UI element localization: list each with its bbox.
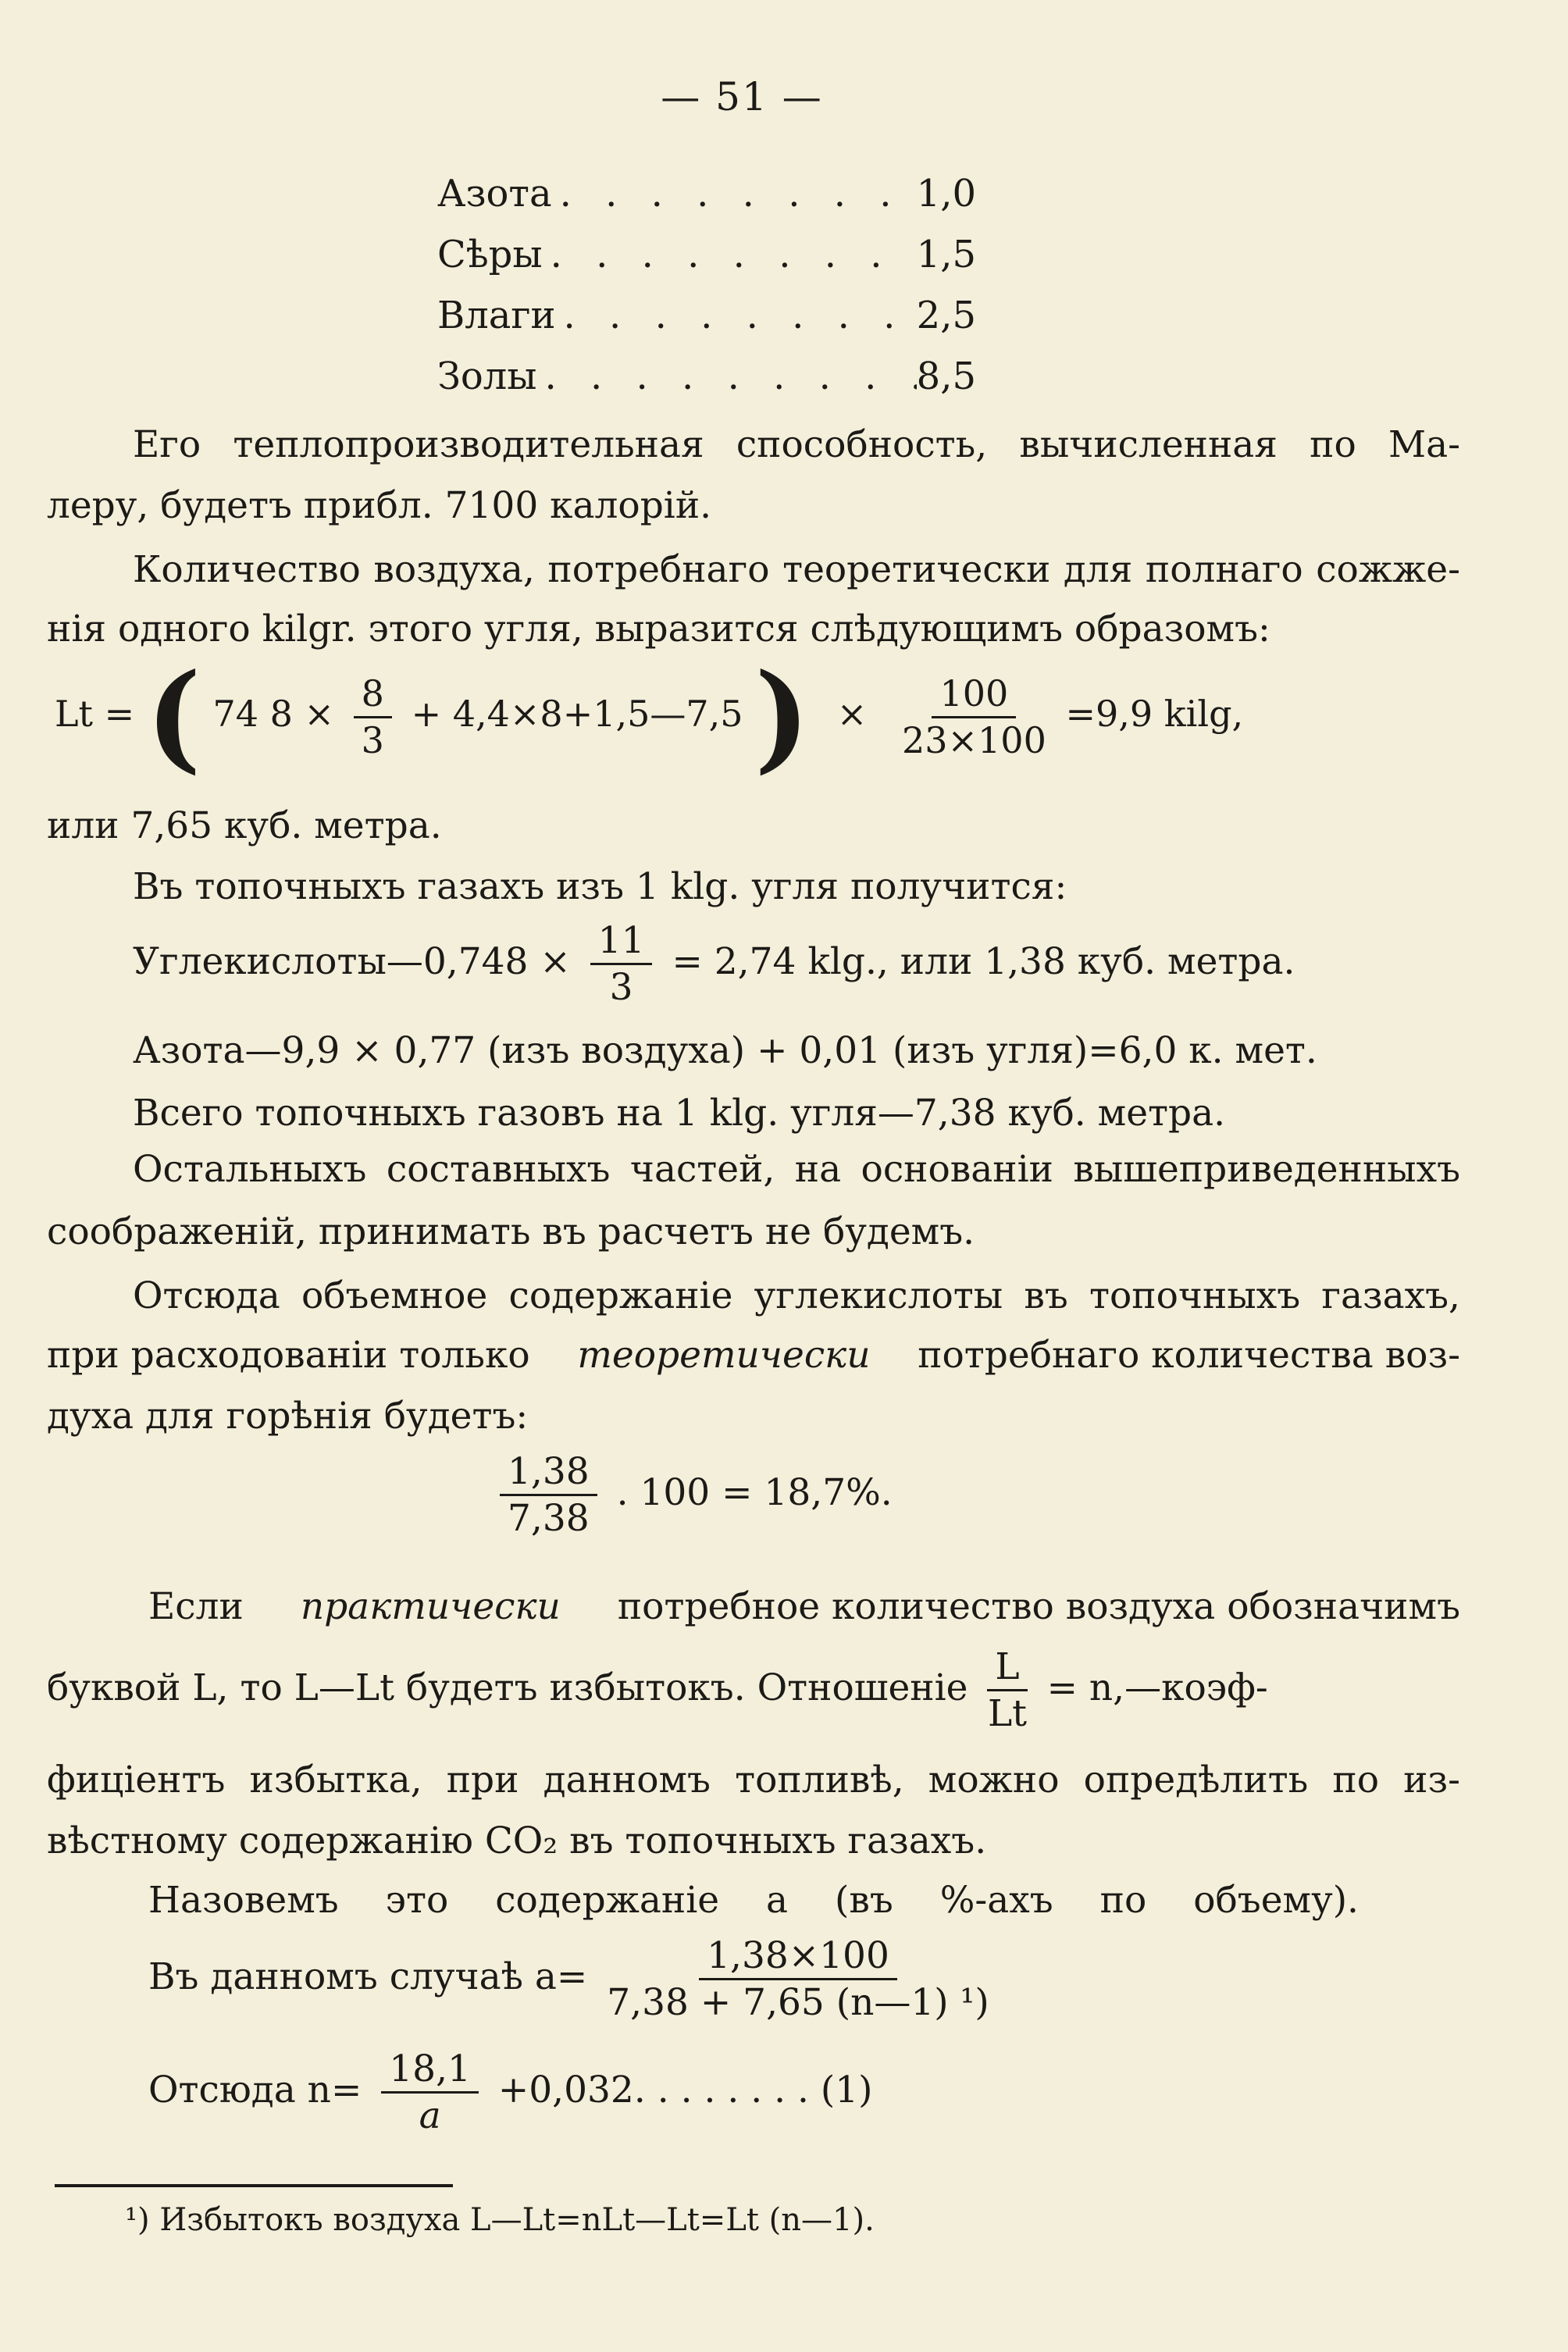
composition-value: 1,0 <box>916 172 976 216</box>
footnote-rule <box>55 2184 453 2187</box>
paragraph-line <box>47 1334 1460 1377</box>
composition-name: Азота <box>437 172 552 216</box>
text-span: буквой L, то L—Lt будетъ избытокъ. Отношеніе <box>47 1666 968 1709</box>
formula-result: =9,9 kilg, <box>1065 693 1244 735</box>
paragraph-line: Остальныхъ составныхъ частей, на основаніи вышеприведенныхъ <box>133 1148 1460 1191</box>
leader-dots <box>556 294 917 337</box>
paragraph-line: или 7,65 куб. метра. <box>47 804 442 847</box>
formula-term: 74 8 × <box>212 693 335 735</box>
fraction-denominator: 7,38 <box>508 1497 590 1541</box>
paragraph-line: вѣстному содержанію CO₂ въ топочныхъ газахъ. <box>47 1819 987 1862</box>
paragraph-line <box>47 1645 1268 1736</box>
left-bracket: ( <box>145 648 201 786</box>
paragraph-line: Отсюда объемное содержаніе углекислоты въ топочныхъ газахъ, <box>133 1274 1460 1317</box>
formula-nitrogen: Азота—9,9 × 0,77 (изъ воздуха) + 0,01 (изъ угля)=6,0 к. мет. <box>133 1029 1317 1072</box>
italic-emphasis: теоретически <box>577 1334 871 1377</box>
fraction-denominator: 7,38 + 7,65 (n—1) ¹) <box>607 1981 989 2025</box>
fraction <box>590 919 653 1010</box>
fraction-numerator: 18,1 <box>381 2050 479 2094</box>
right-bracket: ) <box>754 648 811 786</box>
paragraph-line: соображеній, принимать въ расчетъ не будемъ. <box>47 1210 975 1253</box>
footnote: ¹) Избытокъ воздуха L—Lt=nLt—Lt=Lt (n—1). <box>125 2202 875 2238</box>
formula-co2-percent <box>492 1450 893 1541</box>
fraction-numerator: 1,38×100 <box>699 1937 897 1980</box>
text-span: потребное количество воздуха обозначимъ <box>617 1585 1460 1628</box>
formula-term: Углекислоты—0,748 × <box>133 939 571 983</box>
formula-term: . 100 = 18,7%. <box>616 1470 893 1514</box>
formula-term: + 4,4×8+1,5—7,5 <box>411 693 743 735</box>
formula-lhs: Lt = <box>55 693 135 735</box>
fraction-numerator: 1,38 <box>500 1452 597 1496</box>
leader-dots <box>543 233 917 276</box>
paragraph-line: нія одного kilgr. этого угля, выразится слѣдующимъ образомъ: <box>47 608 1270 650</box>
composition-name: Влаги <box>437 294 556 337</box>
fraction <box>354 672 392 761</box>
text-span: Если <box>148 1585 244 1628</box>
formula-case <box>148 1934 997 2025</box>
paragraph-line <box>148 1585 1460 1628</box>
fraction-denominator: 3 <box>361 718 384 761</box>
fraction <box>607 1934 989 2025</box>
formula-term: +0,032. . . . . . . . (1) <box>497 2068 873 2111</box>
composition-name: Золы <box>437 355 537 398</box>
paragraph-line: Количество воздуха, потребнаго теоретически для полнаго сожже- <box>133 548 1460 591</box>
composition-row <box>437 172 976 216</box>
fraction <box>381 2047 479 2138</box>
fraction-denominator: 23×100 <box>901 718 1046 761</box>
text-span: потребнаго количества воз- <box>918 1334 1460 1377</box>
fraction-numerator: L <box>987 1648 1027 1691</box>
italic-emphasis: практически <box>300 1585 561 1628</box>
formula-air-requirement <box>55 648 1244 786</box>
formula-total-gases: Всего топочныхъ газовъ на 1 klg. угля—7,38 куб. метра. <box>133 1092 1226 1135</box>
leader-dots <box>537 355 917 398</box>
paragraph-line: Его теплопроизводительная способность, вычисленная по Ма- <box>133 423 1460 466</box>
text-span: при расходованіи только <box>47 1334 530 1377</box>
composition-row <box>437 355 976 398</box>
formula-term: = 2,74 klg., или 1,38 куб. метра. <box>672 939 1295 983</box>
formula-result <box>148 2047 873 2138</box>
formula-term: Отсюда n= <box>148 2068 362 2111</box>
fraction-denominator: Lt <box>987 1692 1028 1736</box>
fraction <box>901 672 1046 761</box>
composition-row <box>437 233 976 276</box>
fraction-numerator: 100 <box>932 675 1016 718</box>
composition-row <box>437 294 976 337</box>
paragraph-line: Въ топочныхъ газахъ изъ 1 klg. угля получится: <box>133 865 1067 908</box>
fraction-denominator: 3 <box>609 966 633 1010</box>
composition-value: 8,5 <box>916 355 976 398</box>
paragraph-line: леру, будетъ прибл. 7100 калорій. <box>47 484 712 527</box>
fraction-denominator: a <box>419 2094 441 2138</box>
fraction <box>500 1450 597 1541</box>
fraction <box>987 1645 1028 1736</box>
paragraph-line: духа для горѣнія будетъ: <box>47 1395 529 1438</box>
composition-value: 2,5 <box>916 294 976 337</box>
formula-times: × <box>836 693 868 735</box>
formula-co2 <box>133 919 1295 1010</box>
page-number: — 51 — <box>661 74 823 119</box>
paragraph-line: фиціентъ избытка, при данномъ топливѣ, можно опредѣлить по из- <box>47 1759 1460 1801</box>
composition-name: Сѣры <box>437 233 543 276</box>
fraction-numerator: 8 <box>354 675 392 718</box>
formula-term: Въ данномъ случаѣ a= <box>148 1955 588 1998</box>
leader-dots <box>552 172 917 216</box>
fraction-numerator: 11 <box>590 921 653 965</box>
text-span: = n,—коэф- <box>1046 1666 1268 1709</box>
composition-value: 1,5 <box>916 233 976 276</box>
paragraph-line: Назовемъ это содержаніе a (въ %-ахъ по объему). <box>148 1879 1359 1922</box>
